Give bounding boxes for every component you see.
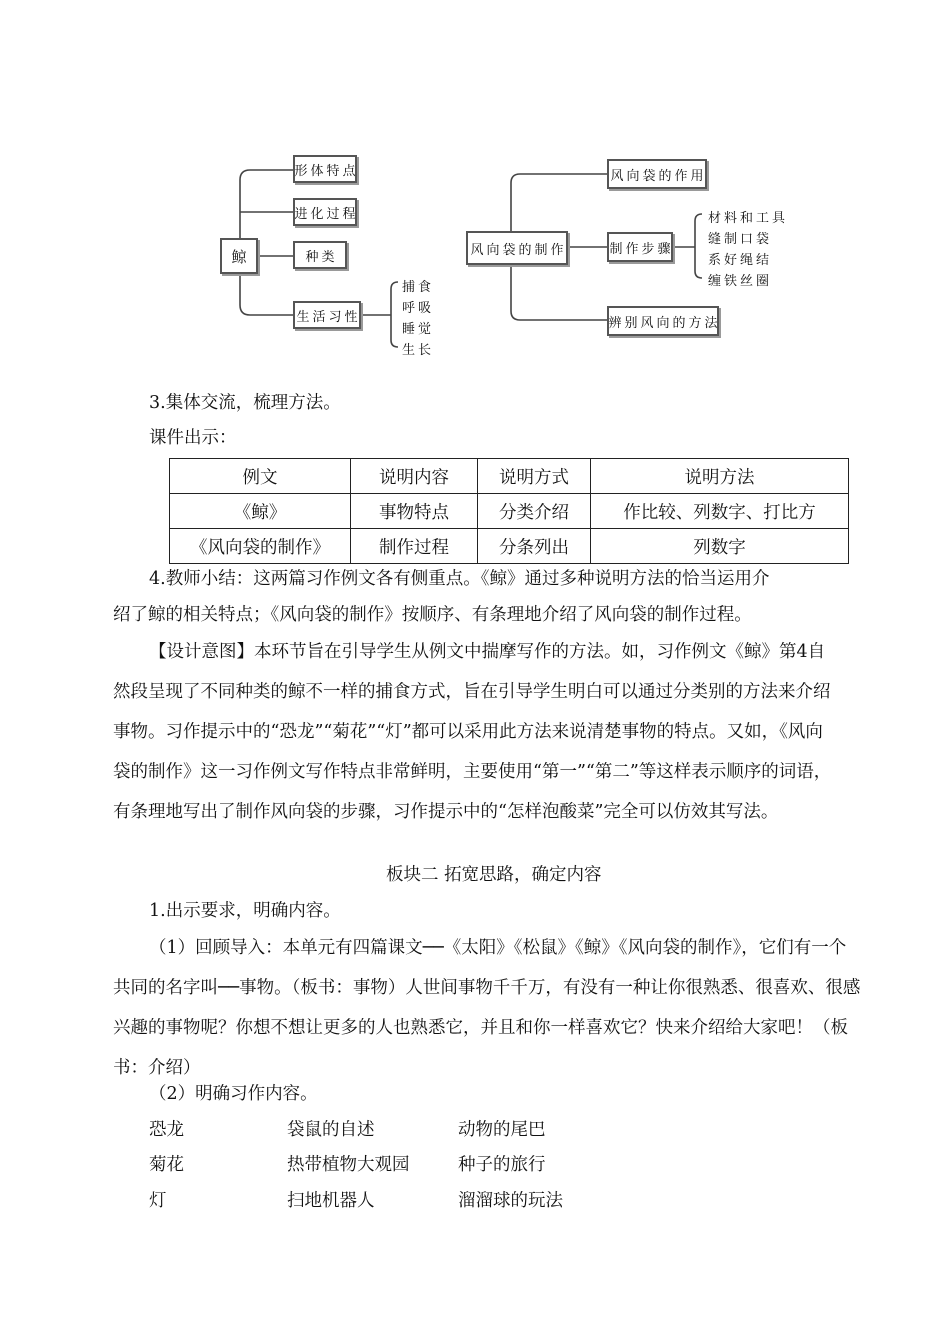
- whale-habit-leaf: 睡觉: [402, 322, 435, 337]
- windsock-step-leaf: 缝制口袋: [708, 232, 773, 247]
- topic-item: 热带植物大观园: [287, 1155, 410, 1175]
- table-row: [170, 494, 849, 529]
- table-header-cell: 说明方法: [591, 459, 849, 494]
- whale-branch-species: 种类: [293, 241, 347, 269]
- topic-item: 种子的旅行: [458, 1155, 546, 1175]
- windsock-branch-direction: 辨别风向的方法: [607, 306, 719, 336]
- whale-habit-leaf: 捕食: [402, 280, 435, 295]
- table-cell: 制作过程: [351, 529, 478, 564]
- table-header-cell: 说明方式: [478, 459, 591, 494]
- step4-line2: 绍了鲸的相关特点；《风向袋的制作》按顺序、有条理地介绍了风向袋的制作过程。: [113, 605, 752, 625]
- windsock-branch-purpose: 风向袋的作用: [607, 159, 707, 189]
- table-cell: 分类介绍: [478, 494, 591, 529]
- table-cell: 《鲸》: [170, 494, 351, 529]
- table-cell: 分条列出: [478, 529, 591, 564]
- table-cell: 列数字: [591, 529, 849, 564]
- whale-branch-habits: 生活习性: [293, 301, 361, 329]
- whale-branch-shape: 形体特点: [293, 155, 357, 183]
- windsock-step-leaf: 系好绳结: [708, 253, 773, 268]
- review-paragraph: （1）回顾导入：本单元有四篇课文──《太阳》《松鼠》《鲸》《风向袋的制作》，它们有一个共同的名字叫──事物。（板书：事物）人世间事物千千万，有没有一种让你很熟悉、很喜欢、很感兴趣的事物呢？你想不想让更多的人也熟悉它，并且和你一样喜欢它？快来介绍给大家吧！（板书：介绍）: [113, 938, 861, 1078]
- topic-item: 灯: [149, 1191, 167, 1211]
- whale-branch-evolution: 进化过程: [293, 198, 357, 226]
- step1-text: 1.出示要求，明确内容。: [149, 901, 341, 921]
- table-cell: 《风向袋的制作》: [170, 529, 351, 564]
- table-header-cell: 说明内容: [351, 459, 478, 494]
- windsock-step-leaf: 材料和工具: [708, 211, 789, 226]
- courseware-label: 课件出示：: [149, 428, 237, 448]
- whale-mindmap-lines: [0, 0, 950, 400]
- section-title: 板块二 拓宽思路，确定内容: [386, 865, 602, 885]
- table-row: [170, 529, 849, 564]
- topic-item: 恐龙: [149, 1120, 184, 1140]
- windsock-branch-steps: 制作步骤: [607, 232, 673, 262]
- windsock-center-node: 风向袋的制作: [466, 231, 568, 265]
- table-cell: 作比较、列数字、打比方: [591, 494, 849, 529]
- step3-text: 3.集体交流，梳理方法。: [149, 393, 341, 413]
- clarify-text: （2）明确习作内容。: [149, 1084, 318, 1104]
- windsock-step-leaf: 缠铁丝圈: [708, 274, 773, 289]
- topic-item: 动物的尾巴: [458, 1120, 546, 1140]
- topic-item: 袋鼠的自述: [287, 1120, 375, 1140]
- table-header-row: [170, 459, 849, 494]
- topic-item: 扫地机器人: [287, 1191, 375, 1211]
- table-header-cell: 例文: [170, 459, 351, 494]
- whale-habit-leaf: 呼吸: [402, 301, 435, 316]
- design-intent-paragraph: 【设计意图】本环节旨在引导学生从例文中揣摩写作的方法。如，习作例文《鲸》第4自然段呈现了不同种类的鲸不一样的捕食方式，旨在引导学生明白可以通过分类别的方法来介绍事物。习作提示中的“恐龙”“菊花”“灯”都可以采用此方法来说清楚事物的特点。又如，《风向袋的制作》这一习作例文写作特点非常鲜明，主要使用“第一”“第二”等这样表示顺序的词语，有条理地写出了制作风向袋的步骤，习作提示中的“怎样泡酸菜”完全可以仿效其写法。: [113, 642, 832, 822]
- whale-habit-leaf: 生长: [402, 343, 435, 358]
- comparison-table: [169, 458, 849, 564]
- topic-item: 菊花: [149, 1155, 184, 1175]
- whale-center-node: 鲸: [220, 238, 258, 274]
- step4-line1: 4.教师小结：这两篇习作例文各有侧重点。《鲸》通过多种说明方法的恰当运用介: [149, 569, 770, 589]
- table-cell: 事物特点: [351, 494, 478, 529]
- topic-item: 溜溜球的玩法: [458, 1191, 563, 1211]
